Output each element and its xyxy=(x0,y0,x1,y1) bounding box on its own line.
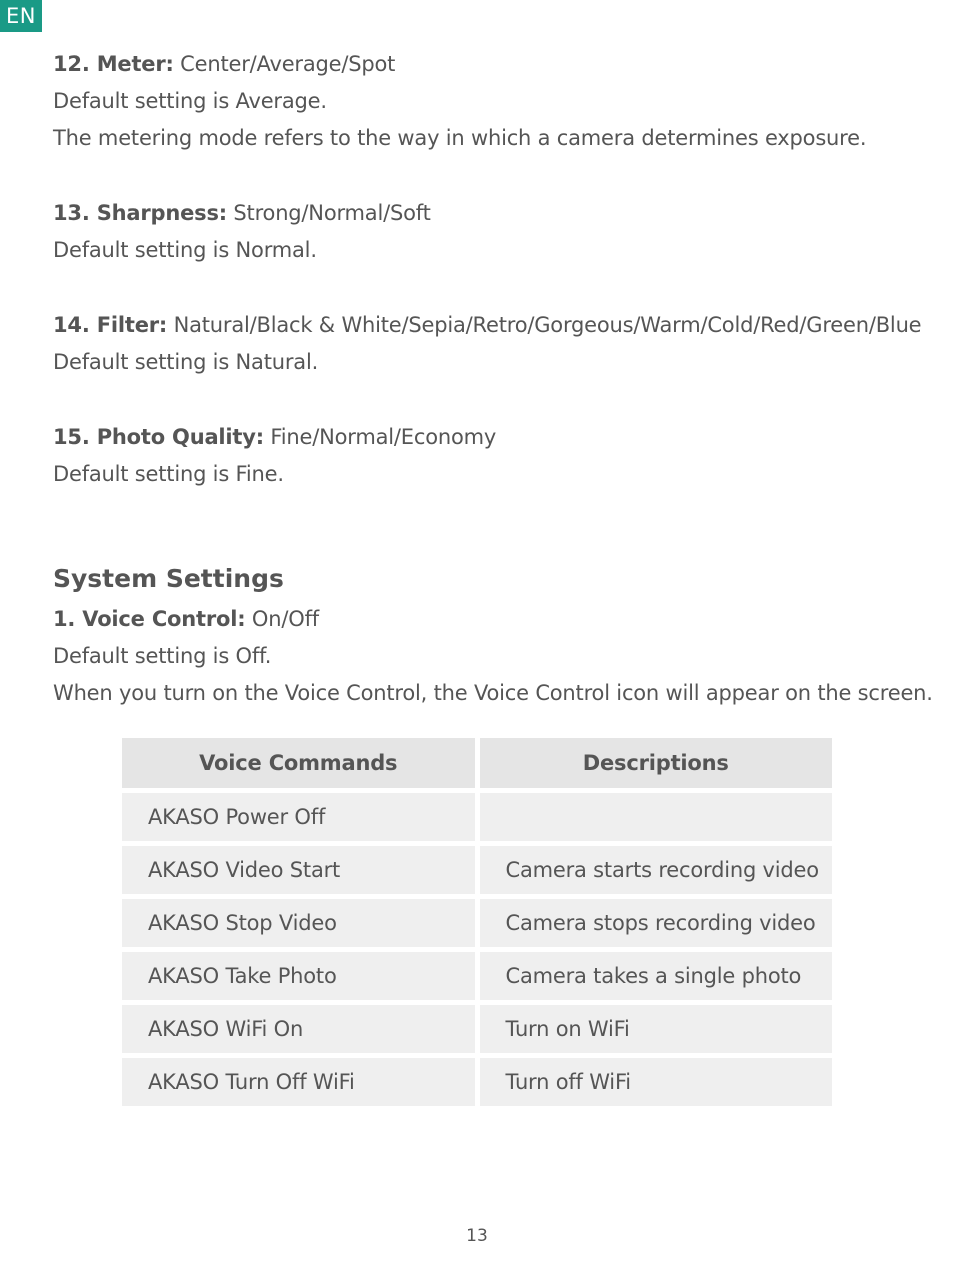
voice-commands-table xyxy=(122,738,832,1111)
voice-command-cell: AKASO Turn Off WiFi xyxy=(122,1058,475,1106)
setting-options: Natural/Black & White/Sepia/Retro/Gorgeous/Warm/Cold/Red/Green/Blue xyxy=(167,313,922,337)
setting-label: 14. Filter: xyxy=(53,313,168,337)
column-header-descriptions: Descriptions xyxy=(480,738,833,788)
voice-command-cell: AKASO Take Photo xyxy=(122,952,475,1000)
description-cell xyxy=(480,793,833,841)
setting-default: Default setting is Average. xyxy=(53,89,327,113)
setting-photo-quality xyxy=(53,419,933,493)
setting-options: Center/Average/Spot xyxy=(173,52,396,76)
setting-label: 15. Photo Quality: xyxy=(53,425,264,449)
setting-default: Default setting is Off. xyxy=(53,644,272,668)
setting-description: The metering mode refers to the way in which a camera determines exposure. xyxy=(53,126,867,150)
setting-heading xyxy=(53,307,933,344)
table-row xyxy=(122,899,832,947)
setting-heading xyxy=(53,46,933,83)
table-row xyxy=(122,1058,832,1106)
description-cell: Turn off WiFi xyxy=(480,1058,833,1106)
setting-meter xyxy=(53,46,933,157)
table-row xyxy=(122,1005,832,1053)
language-badge: EN xyxy=(0,0,42,32)
page-number: 13 xyxy=(466,1226,488,1246)
table-row xyxy=(122,952,832,1000)
setting-description: When you turn on the Voice Control, the Voice Control icon will appear on the screen. xyxy=(53,681,933,705)
table-row xyxy=(122,846,832,894)
setting-default: Default setting is Normal. xyxy=(53,238,317,262)
description-cell: Camera takes a single photo xyxy=(480,952,833,1000)
setting-heading xyxy=(53,419,933,456)
setting-filter xyxy=(53,307,933,381)
setting-label: 12. Meter: xyxy=(53,52,174,76)
setting-label: 13. Sharpness: xyxy=(53,201,227,225)
table-row xyxy=(122,793,832,841)
setting-label: 1. Voice Control: xyxy=(53,607,246,631)
setting-default: Default setting is Natural. xyxy=(53,350,319,374)
description-cell: Turn on WiFi xyxy=(480,1005,833,1053)
voice-command-cell: AKASO WiFi On xyxy=(122,1005,475,1053)
voice-command-cell: AKASO Power Off xyxy=(122,793,475,841)
description-cell: Camera stops recording video xyxy=(480,899,833,947)
voice-command-cell: AKASO Stop Video xyxy=(122,899,475,947)
setting-heading xyxy=(53,601,933,638)
setting-options: Strong/Normal/Soft xyxy=(226,201,431,225)
setting-voice-control xyxy=(53,601,933,712)
setting-heading xyxy=(53,195,933,232)
table-header-row xyxy=(122,738,832,788)
description-cell: Camera starts recording video xyxy=(480,846,833,894)
manual-content xyxy=(53,46,933,712)
setting-default: Default setting is Fine. xyxy=(53,462,284,486)
setting-sharpness xyxy=(53,195,933,269)
setting-options: Fine/Normal/Economy xyxy=(263,425,497,449)
column-header-voice-commands: Voice Commands xyxy=(122,738,475,788)
setting-options: On/Off xyxy=(245,607,319,631)
section-title-system-settings: System Settings xyxy=(53,564,284,593)
voice-command-cell: AKASO Video Start xyxy=(122,846,475,894)
